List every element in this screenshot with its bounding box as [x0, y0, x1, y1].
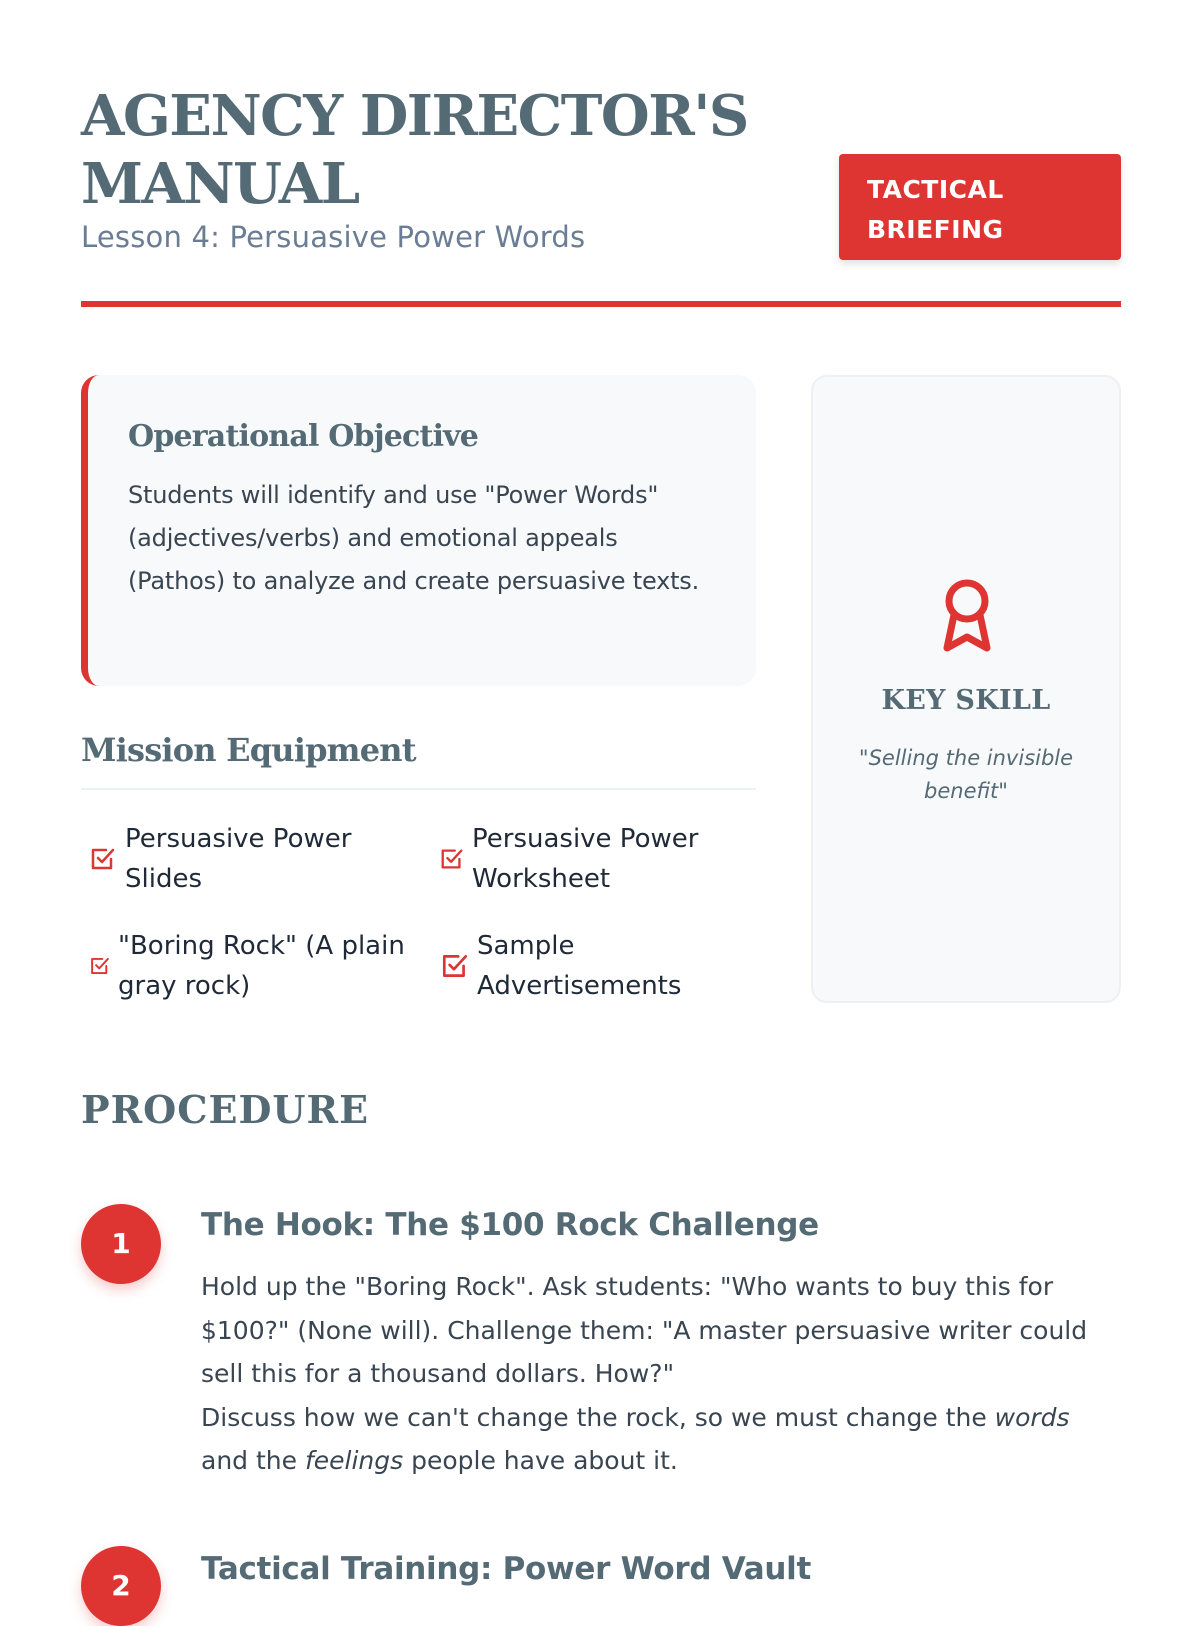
objective-heading: Operational Objective: [128, 419, 479, 454]
equipment-item: [81, 926, 411, 1006]
equipment-item-label: Sample Advertisements: [477, 931, 682, 1001]
step-paragraph: Hold up the "Boring Rock". Ask students: "Who wants to buy this for $100?" (None will). Challenge them: "A master persuasive writer could sell this for a thousand dollars. How?": [201, 1272, 1088, 1388]
checkbox-checked-icon: [439, 846, 465, 872]
checkbox-checked-icon: [89, 845, 117, 873]
award-ribbon-icon: [934, 577, 1000, 655]
step-number-badge: 2: [81, 1546, 161, 1626]
step-number-badge: 1: [81, 1204, 161, 1284]
equipment-divider: [81, 788, 756, 790]
step-body: [201, 1265, 1101, 1483]
step-title: The Hook: The $100 Rock Challenge: [201, 1207, 819, 1243]
equipment-heading: Mission Equipment: [81, 731, 416, 769]
equipment-item: [432, 926, 742, 1006]
equipment-item-label: Persuasive Power Slides: [125, 824, 352, 894]
step-paragraph: Discuss how we can't change the rock, so we must change the words and the feelings people have about it.: [201, 1402, 1070, 1475]
key-skill-card: [811, 375, 1121, 1003]
key-skill-quote: "Selling the invisible benefit": [858, 746, 1074, 803]
equipment-item: [432, 819, 742, 899]
equipment-item-label: "Boring Rock" (A plain gray rock): [118, 931, 405, 1001]
header-divider: [81, 301, 1121, 307]
equipment-item: [81, 819, 411, 899]
lesson-subtitle: Lesson 4: Persuasive Power Words: [81, 220, 586, 254]
key-skill-title: KEY SKILL: [881, 685, 1051, 716]
equipment-item-label: Persuasive Power Worksheet: [472, 824, 699, 894]
checkbox-checked-icon: [89, 955, 111, 977]
procedure-heading: PROCEDURE: [81, 1087, 370, 1132]
page-title: AGENCY DIRECTOR'S MANUAL: [81, 83, 748, 217]
checkbox-checked-icon: [440, 951, 470, 981]
objective-text: Students will identify and use "Power Words" (adjectives/verbs) and emotional appeals (Pathos) to analyze and create persuasive texts.: [128, 481, 700, 595]
step-title: Tactical Training: Power Word Vault: [201, 1551, 811, 1587]
tactical-briefing-badge: TACTICAL BRIEFING: [839, 154, 1121, 260]
objective-card: [81, 375, 756, 686]
